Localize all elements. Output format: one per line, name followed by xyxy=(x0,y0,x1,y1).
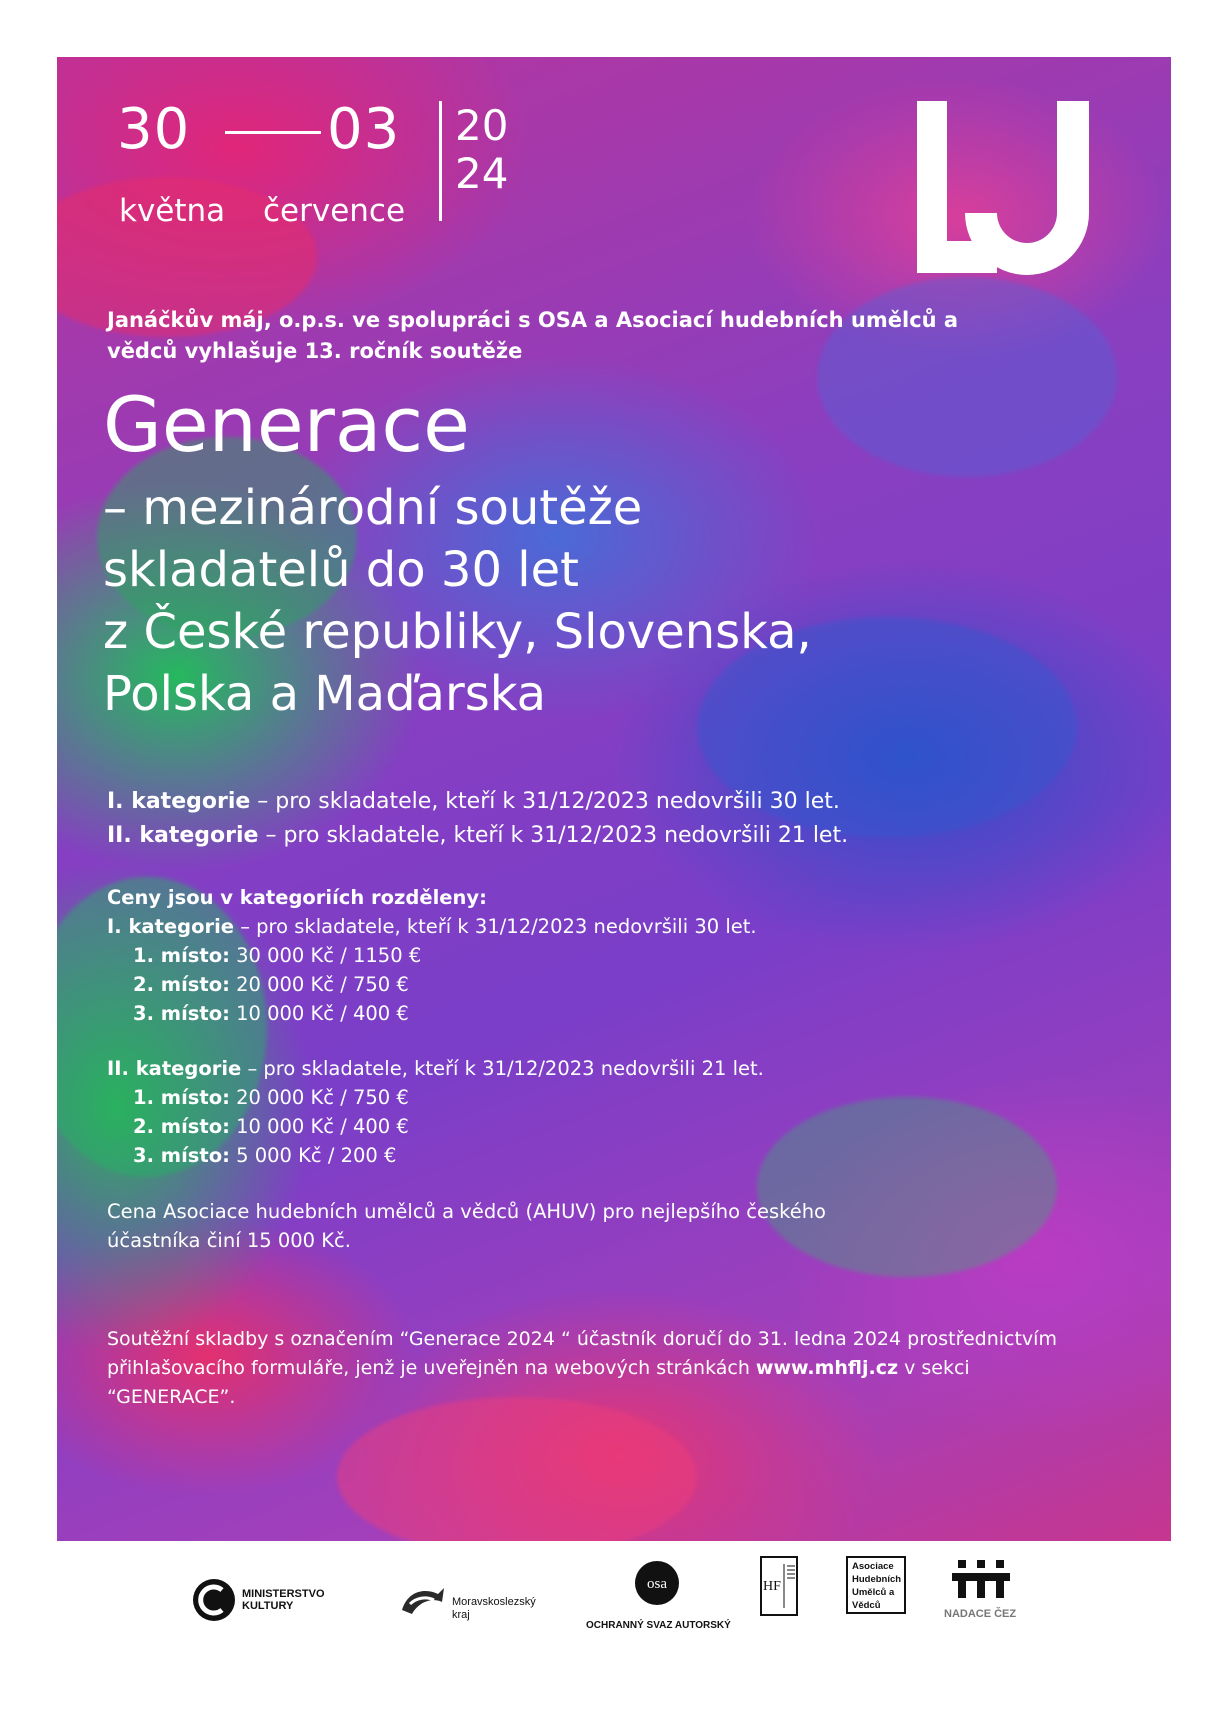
prize-row xyxy=(107,941,764,970)
place-value: 20 000 Kč / 750 € xyxy=(236,973,409,996)
lj-logo-icon xyxy=(917,101,1097,281)
category-item xyxy=(107,819,848,853)
category-desc: – pro skladatele, kteří k 31/12/2023 nedovršili 21 let. xyxy=(258,823,849,848)
poster-background xyxy=(57,57,1171,1541)
category-name: II. kategorie xyxy=(107,1057,242,1080)
category-item xyxy=(107,785,848,819)
prizes-heading: Ceny jsou v kategoriích rozděleny: xyxy=(107,886,487,909)
year-top: 20 xyxy=(455,101,509,150)
msk-icon xyxy=(398,1580,448,1620)
submission-info xyxy=(107,1325,1067,1412)
category-name: I. kategorie xyxy=(107,915,235,938)
competition-title: Generace xyxy=(103,380,470,469)
ahuv-prize-text: Cena Asociace hudebních umělců a vědců (AHUV) pro nejlepšího českého účastníka činí 15 000 Kč. xyxy=(107,1200,826,1252)
date-dash xyxy=(225,131,321,134)
prize-category xyxy=(107,912,764,941)
hf-icon xyxy=(760,1556,798,1616)
osa-icon xyxy=(634,1560,680,1606)
svg-text:osa: osa xyxy=(647,1576,667,1592)
place-label: 3. místo: xyxy=(133,1002,230,1025)
prize-category xyxy=(107,1054,764,1083)
place-label: 2. místo: xyxy=(133,973,230,996)
category-desc: – pro skladatele, kteří k 31/12/2023 nedovršili 30 let. xyxy=(250,789,840,814)
place-value: 30 000 Kč / 1150 € xyxy=(236,944,422,967)
submission-text-end: v sekci “GENERACE”. xyxy=(107,1357,970,1408)
submission-text: Soutěžní skladby s označením “Generace 2024 “ účastník doručí do 31. ledna 2024 prostřednictvím přihlašovacího formuláře, jenž je uveřejněn na webových stránkách xyxy=(107,1328,1057,1379)
cez-icon xyxy=(952,1560,1010,1598)
partner-logos: MINISTERSTVO KULTURY Moravskoslezský kraj osa OCHRANNÝ SVAZ AUTORSKÝ HF Asociace Hudebních Umělců a Vědců NADACE ČEZ xyxy=(0,1556,1228,1666)
place-label: 1. místo: xyxy=(133,944,230,967)
start-month: května xyxy=(119,193,226,229)
subtitle-line: Polska a Maďarska xyxy=(103,666,547,722)
category-name: II. kategorie xyxy=(107,823,259,848)
prize-row xyxy=(107,970,764,999)
website-link[interactable]: www.mhflj.cz xyxy=(755,1357,899,1379)
category-desc: – pro skladatele, kteří k 31/12/2023 nedovršili 21 let. xyxy=(241,1057,764,1080)
subtitle-line: z České republiky, Slovenska, xyxy=(103,604,812,660)
place-value: 10 000 Kč / 400 € xyxy=(236,1115,409,1138)
place-value: 20 000 Kč / 750 € xyxy=(236,1086,409,1109)
prize-list xyxy=(107,883,764,1170)
mk-icon xyxy=(192,1578,236,1622)
prize-row xyxy=(107,1112,764,1141)
place-label: 2. místo: xyxy=(133,1115,230,1138)
subtitle-line: – mezinárodní soutěže xyxy=(103,480,643,536)
prize-row xyxy=(107,999,764,1028)
category-list xyxy=(107,785,848,853)
date-divider xyxy=(439,101,442,221)
prize-row xyxy=(107,1083,764,1112)
place-label: 1. místo: xyxy=(133,1086,230,1109)
year-bottom: 24 xyxy=(455,149,509,198)
competition-subtitle xyxy=(103,477,1103,725)
place-label: 3. místo: xyxy=(133,1144,230,1167)
start-day: 30 xyxy=(117,97,191,162)
end-day: 03 xyxy=(327,97,401,162)
category-desc: – pro skladatele, kteří k 31/12/2023 nedovršili 30 let. xyxy=(234,915,757,938)
place-value: 5 000 Kč / 200 € xyxy=(236,1144,397,1167)
place-value: 10 000 Kč / 400 € xyxy=(236,1002,409,1025)
svg-text:HF: HF xyxy=(763,1579,781,1594)
category-name: I. kategorie xyxy=(107,789,251,814)
ahuv-logo: Asociace Hudebních Umělců a Vědců xyxy=(846,1556,906,1614)
subtitle-line: skladatelů do 30 let xyxy=(103,542,579,598)
nadace-hf-logo xyxy=(760,1556,798,1620)
prize-row xyxy=(107,1141,764,1170)
end-month: července xyxy=(263,193,406,229)
intro-text: Janáčkův máj, o.p.s. ve spolupráci s OSA a Asociací hudebních umělců a vědců vyhlašuje 13. ročník soutěže xyxy=(107,308,959,363)
